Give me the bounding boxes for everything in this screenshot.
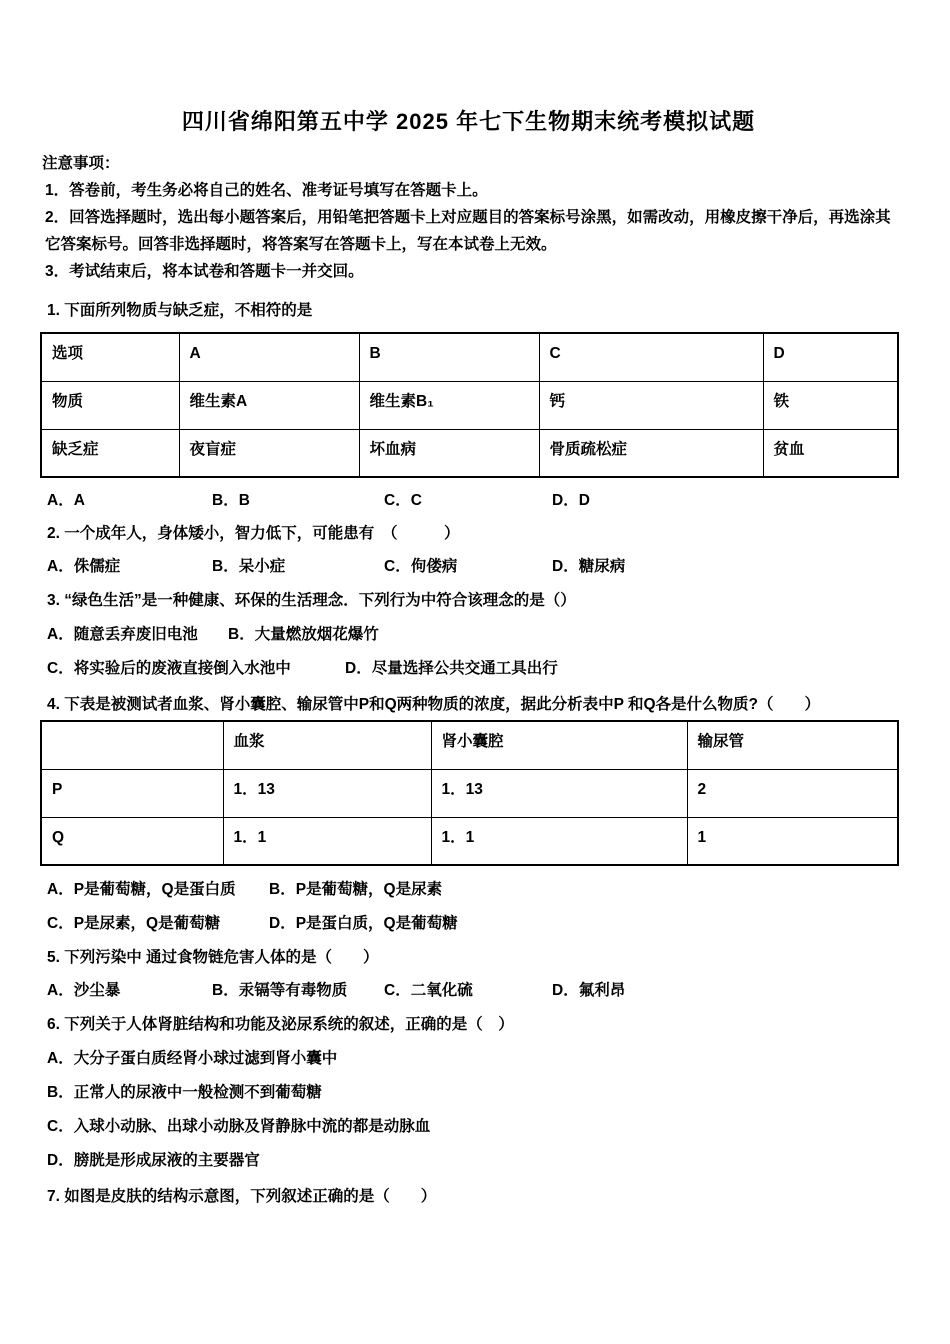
option-b: B．大量燃放烟花爆竹 <box>228 626 379 643</box>
option-b: B．B <box>212 492 250 509</box>
table-cell: A <box>179 333 359 381</box>
table-cell: 选项 <box>41 333 179 381</box>
table-cell: 1．1 <box>223 817 431 865</box>
option-c: C．P是尿素，Q是葡萄糖 <box>47 915 221 932</box>
question-4-text: 4. 下表是被测试者血浆、肾小囊腔、输尿管中P和Q两种物质的浓度，据此分析表中P 和Q各是什么物质?（ ） <box>47 696 821 713</box>
table-cell: 夜盲症 <box>179 429 359 477</box>
option-d: D．糖尿病 <box>552 558 626 575</box>
option-b: B．P是葡萄糖，Q是尿素 <box>269 881 443 898</box>
page-title: 四川省绵阳第五中学 2025 年七下生物期末统考模拟试题 <box>181 109 756 134</box>
question-6-option-b: B．正常人的尿液中一般检测不到葡萄糖 <box>47 1084 322 1101</box>
question-3-options-line-1 <box>47 625 897 645</box>
option-a: A．沙尘暴 <box>47 982 121 999</box>
table-cell <box>41 721 223 769</box>
option-d: D．氟利昂 <box>552 982 626 999</box>
table-cell: 2 <box>687 769 898 817</box>
question-1-text: 1. 下面所列物质与缺乏症，不相符的是 <box>47 302 313 319</box>
option-a: A．随意丢弃废旧电池 <box>47 626 198 643</box>
option-c: C．佝偻病 <box>384 558 458 575</box>
table-cell: 物质 <box>41 381 179 429</box>
table-cell: 输尿管 <box>687 721 898 769</box>
option-d: D．尽量选择公共交通工具出行 <box>345 660 558 677</box>
table-cell: C <box>539 333 763 381</box>
option-a: A．A <box>47 492 85 509</box>
table-cell: 肾小囊腔 <box>431 721 687 769</box>
question-2-options <box>47 557 897 577</box>
table-cell: 维生素B₁ <box>359 381 539 429</box>
table-cell: 1．13 <box>431 769 687 817</box>
question-4-table <box>40 720 899 866</box>
table-cell: 1 <box>687 817 898 865</box>
question-4-options-line-2 <box>47 914 897 934</box>
table-row <box>41 817 898 865</box>
question-1-table <box>40 332 899 478</box>
question-5-options <box>47 981 897 1001</box>
option-d: D．P是蛋白质，Q是葡萄糖 <box>269 915 458 932</box>
option-c: C．将实验后的废液直接倒入水池中 <box>47 660 291 677</box>
option-b: B．汞镉等有毒物质 <box>212 982 348 999</box>
table-row <box>41 381 898 429</box>
notice-section <box>40 150 897 285</box>
question-2-text: 2. 一个成年人，身体矮小，智力低下，可能患有 （ ） <box>47 525 460 542</box>
table-cell: 血浆 <box>223 721 431 769</box>
option-c: C．C <box>384 492 422 509</box>
question-3-text: 3. “绿色生活”是一种健康、环保的生活理念．下列行为中符合该理念的是（） <box>47 592 576 609</box>
table-cell: 铁 <box>763 381 898 429</box>
table-row <box>41 769 898 817</box>
table-cell: 骨质疏松症 <box>539 429 763 477</box>
notice-item-1: 1．答卷前，考生务必将自己的姓名、准考证号填写在答题卡上。 <box>45 182 488 199</box>
question-6-text: 6. 下列关于人体肾脏结构和功能及泌尿系统的叙述，正确的是（ ） <box>47 1016 514 1033</box>
question-7-text: 7. 如图是皮肤的结构示意图，下列叙述正确的是（ ） <box>47 1188 437 1205</box>
question-4-options-line-1 <box>47 880 897 900</box>
option-d: D．D <box>552 492 590 509</box>
table-cell: 钙 <box>539 381 763 429</box>
option-c: C．二氧化硫 <box>384 982 473 999</box>
table-cell: 坏血病 <box>359 429 539 477</box>
table-cell: 1．1 <box>431 817 687 865</box>
question-5-text: 5. 下列污染中 通过食物链危害人体的是（ ） <box>47 949 379 966</box>
table-cell: 维生素A <box>179 381 359 429</box>
table-cell: 1．13 <box>223 769 431 817</box>
table-cell: 缺乏症 <box>41 429 179 477</box>
notice-item-2: 2．回答选择题时，选出每小题答案后，用铅笔把答题卡上对应题目的答案标号涂黑，如需改动，用橡皮擦干净后，再选涂其它答案标号。回答非选择题时，将答案写在答题卡上，写在本试卷上无效。 <box>45 209 891 253</box>
option-a: A．P是葡萄糖，Q是蛋白质 <box>47 881 236 898</box>
table-cell: B <box>359 333 539 381</box>
table-row <box>41 721 898 769</box>
notice-item-3: 3．考试结束后，将本试卷和答题卡一并交回。 <box>45 263 364 280</box>
question-1-options <box>47 491 897 511</box>
option-b: B．呆小症 <box>212 558 286 575</box>
table-cell: D <box>763 333 898 381</box>
table-cell: Q <box>41 817 223 865</box>
question-6-option-a: A．大分子蛋白质经肾小球过滤到肾小囊中 <box>47 1050 338 1067</box>
table-row <box>41 333 898 381</box>
table-cell: 贫血 <box>763 429 898 477</box>
table-cell: P <box>41 769 223 817</box>
notice-heading: 注意事项： <box>42 155 120 172</box>
question-6-option-c: C．入球小动脉、出球小动脉及肾静脉中流的都是动脉血 <box>47 1118 431 1135</box>
option-a: A．侏儒症 <box>47 558 121 575</box>
table-row <box>41 429 898 477</box>
question-3-options-line-2 <box>47 659 897 679</box>
question-6-option-d: D．膀胱是形成尿液的主要器官 <box>47 1152 260 1169</box>
